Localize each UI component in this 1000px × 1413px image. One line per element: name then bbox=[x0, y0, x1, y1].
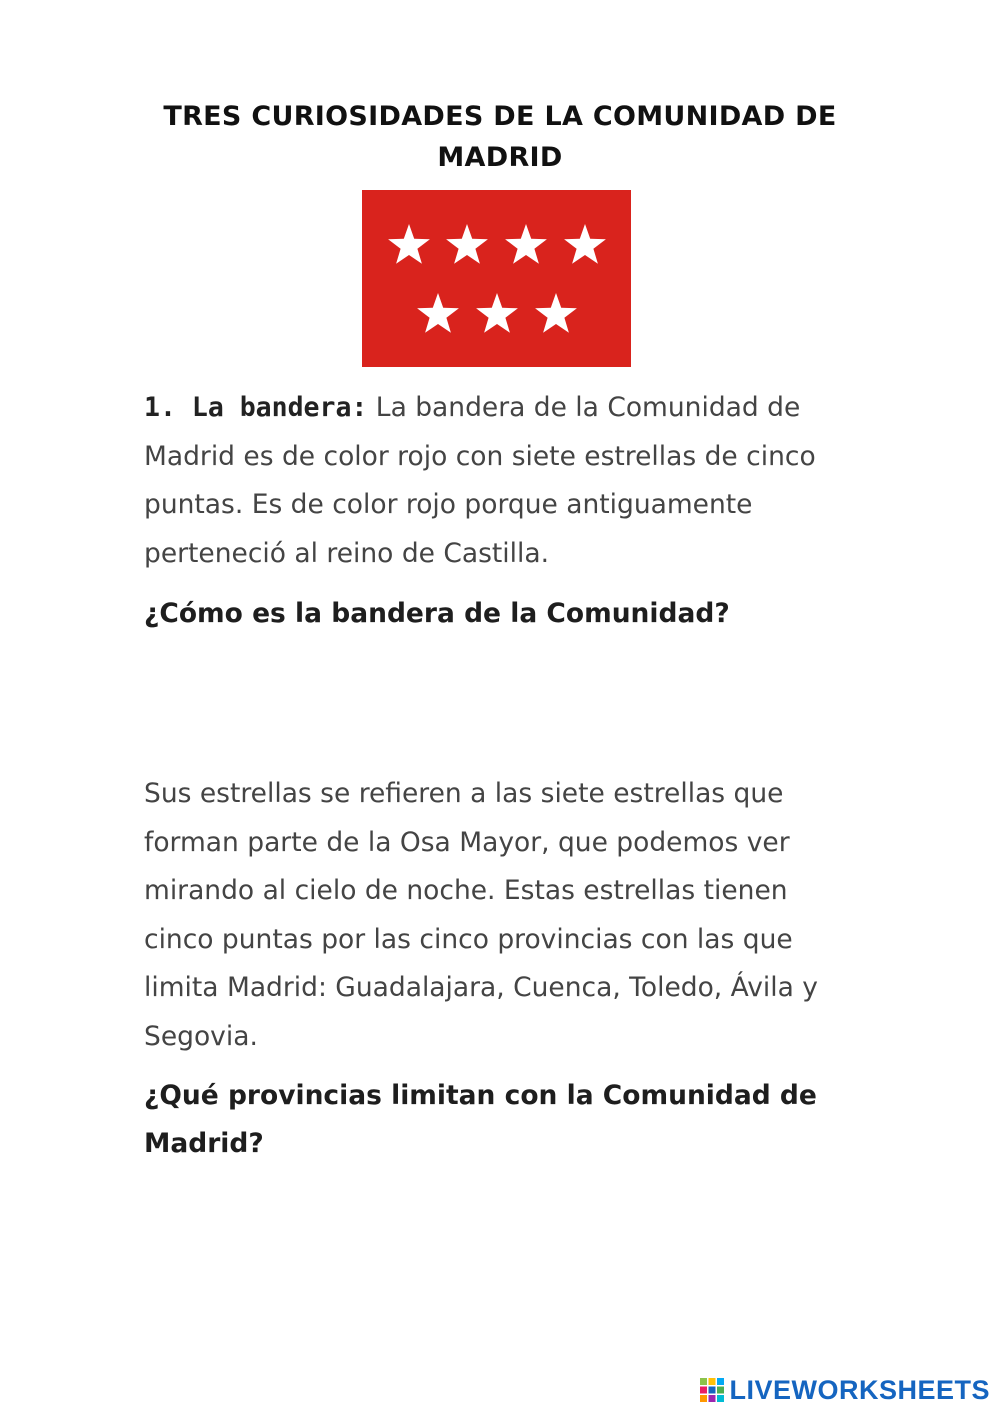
star-icon bbox=[476, 293, 518, 333]
section-2-paragraph: Sus estrellas se refieren a las siete estrellas que forman parte de la Osa Mayor, que podemos ver mirando al cielo de noche. Estas estrellas tienen cinco puntas por las cinco provincias con las que limita Madrid: Guadalajara, Cuenca, Toledo, Ávila y Segovia. bbox=[144, 778, 818, 1052]
star-icon bbox=[388, 224, 430, 264]
question-1: ¿Cómo es la bandera de la Comunidad? bbox=[144, 598, 730, 629]
section-1-lead: 1. La bandera: bbox=[144, 392, 368, 423]
star-icon bbox=[535, 293, 577, 333]
liveworksheets-logo-icon bbox=[699, 1377, 725, 1403]
star-icon bbox=[417, 293, 459, 333]
question-2: ¿Qué provincias limitan con la Comunidad de Madrid? bbox=[144, 1080, 817, 1159]
page-title: TRES CURIOSIDADES DE LA COMUNIDAD DE MADRID bbox=[163, 101, 837, 173]
liveworksheets-brand[interactable] bbox=[699, 1375, 990, 1405]
star-icon bbox=[505, 224, 547, 264]
flag-stars bbox=[362, 190, 631, 367]
section-1-text: La bandera de la Comunidad de Madrid es de color rojo con siete estrellas de cinco puntas. Es de color rojo porque antiguamente perteneció al reino de Castilla. bbox=[144, 392, 816, 569]
section-1-paragraph bbox=[144, 384, 864, 578]
madrid-flag-image bbox=[362, 190, 631, 367]
star-icon bbox=[446, 224, 488, 264]
brand-name: LIVEWORKSHEETS bbox=[729, 1374, 990, 1405]
star-icon bbox=[564, 224, 606, 264]
